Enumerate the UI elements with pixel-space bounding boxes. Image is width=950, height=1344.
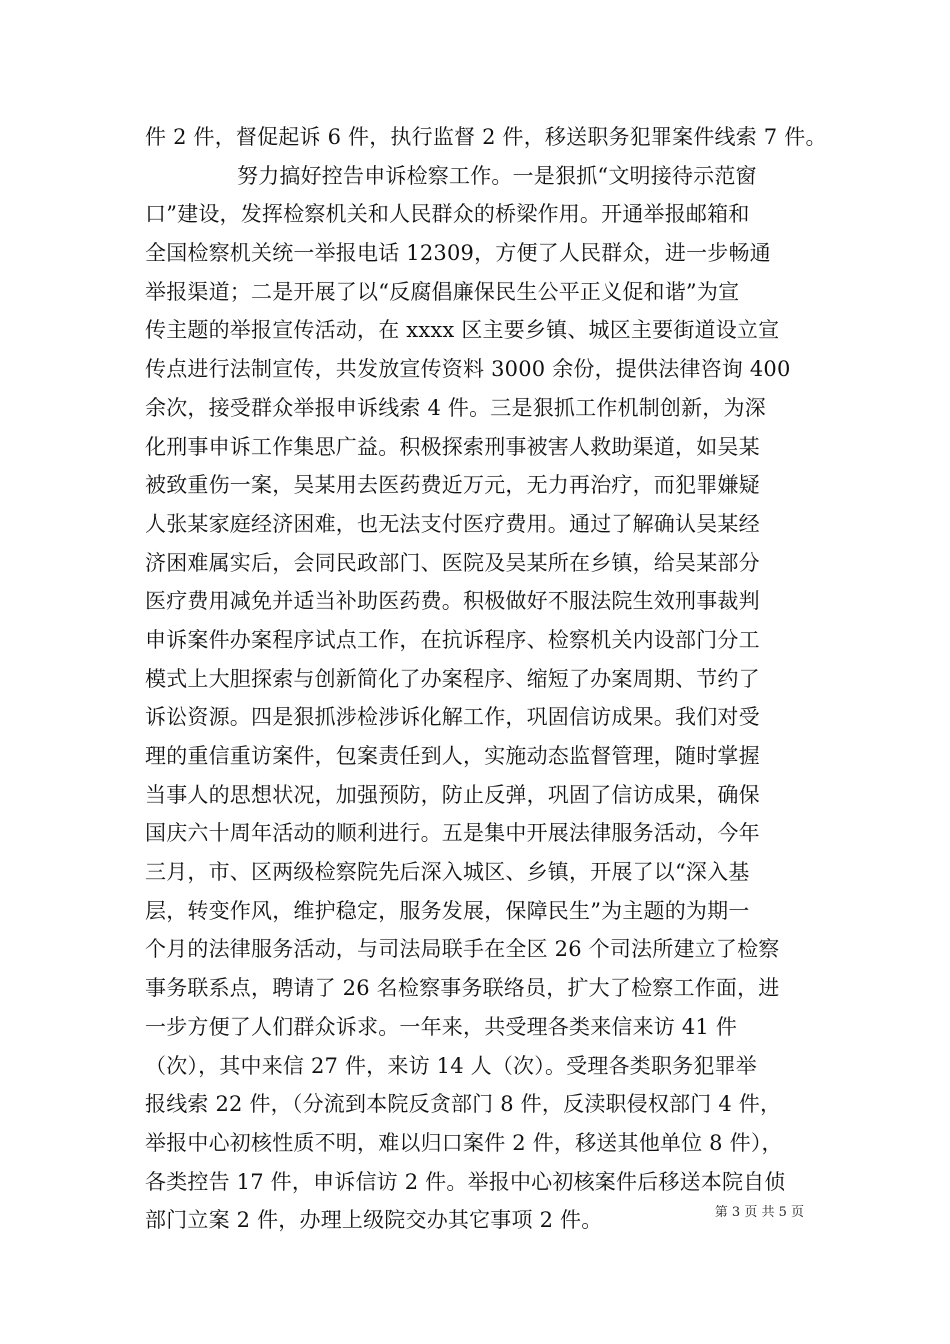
text-line: 件 2 件，督促起诉 6 件，执行监督 2 件，移送职务犯罪案件线索 7 件。	[145, 125, 827, 149]
text-line: 个月的法律服务活动，与司法局联手在全区 26 个司法所建立了检察	[145, 937, 780, 962]
text-line: 口”建设，发挥检察机关和人民群众的桥梁作用。开通举报邮箱和	[145, 202, 750, 227]
text-line: （次），其中来信 27 件，来访 14 人（次）。受理各类职务犯罪举	[145, 1053, 757, 1078]
text-line: 余次，接受群众举报申诉线索 4 件。三是狠抓工作机制创新，为深	[145, 395, 766, 420]
text-line: 举报渠道；二是开展了以“反腐倡廉保民生公平正义促和谐”为宣	[145, 279, 740, 304]
text-line: 诉讼资源。四是狠抓涉检涉诉化解工作，巩固信访成果。我们对受	[145, 705, 760, 730]
text-line: 被致重伤一案，吴某用去医药费近万元，无力再治疗，而犯罪嫌疑	[145, 473, 760, 498]
text-line: 举报中心初核性质不明，难以归口案件 2 件，移送其他单位 8 件），	[145, 1130, 783, 1155]
text-line: 各类控告 17 件，申诉信访 2 件。举报中心初核案件后移送本院自侦	[145, 1169, 786, 1194]
text-line: 理的重信重访案件，包案责任到人，实施动态监督管理，随时掌握	[145, 744, 760, 768]
text-line: 济困难属实后，会同民政部门、医院及吴某所在乡镇，给吴某部分	[145, 550, 760, 575]
text-line: 三月，市、区两级检察院先后深入城区、乡镇，开展了以“深入基	[145, 860, 750, 885]
text-line: 传点进行法制宣传，共发放宣传资料 3000 余份，提供法律咨询 400	[145, 357, 791, 382]
text-line: 部门立案 2 件，办理上级院交办其它事项 2 件。	[145, 1208, 603, 1233]
text-line: 人张某家庭经济困难，也无法支付医疗费用。通过了解确认吴某经	[145, 511, 760, 536]
text-line: 医疗费用减免并适当补助医药费。积极做好不服法院生效刑事裁判	[145, 589, 760, 614]
body-text	[145, 118, 827, 1240]
text-line: 层，转变作风，维护稳定，服务发展，保障民生”为主题的为期一	[145, 898, 750, 923]
paragraph-start-line: 努力搞好控告申诉检察工作。一是狠抓“文明接待示范窗	[237, 163, 757, 188]
text-line: 当事人的思想状况，加强预防，防止反弹，巩固了信访成果，确保	[145, 782, 760, 807]
text-line: 全国检察机关统一举报电话 12309，方便了人民群众，进一步畅通	[145, 241, 771, 266]
text-line: 申诉案件办案程序试点工作，在抗诉程序、检察机关内设部门分工	[145, 627, 760, 652]
text-line: 国庆六十周年活动的顺利进行。五是集中开展法律服务活动，今年	[145, 821, 760, 846]
text-line: 传主题的举报宣传活动，在 xxxx 区主要乡镇、城区主要街道设立宣	[145, 318, 780, 343]
text-line: 一步方便了人们群众诉求。一年来，共受理各类来信来访 41 件	[145, 1014, 738, 1039]
page-number-footer: 第 3 页 共 5 页	[714, 1205, 804, 1220]
text-line: 报线索 22 件，（分流到本院反贪部门 8 件，反渎职侵权部门 4 件，	[145, 1092, 782, 1117]
text-line: 模式上大胆探索与创新简化了办案程序、缩短了办案周期、节约了	[145, 666, 760, 691]
text-line: 事务联系点，聘请了 26 名检察事务联络员，扩大了检察工作面，进	[145, 976, 780, 1001]
text-line: 化刑事申诉工作集思广益。积极探索刑事被害人救助渠道，如吴某	[145, 434, 760, 459]
